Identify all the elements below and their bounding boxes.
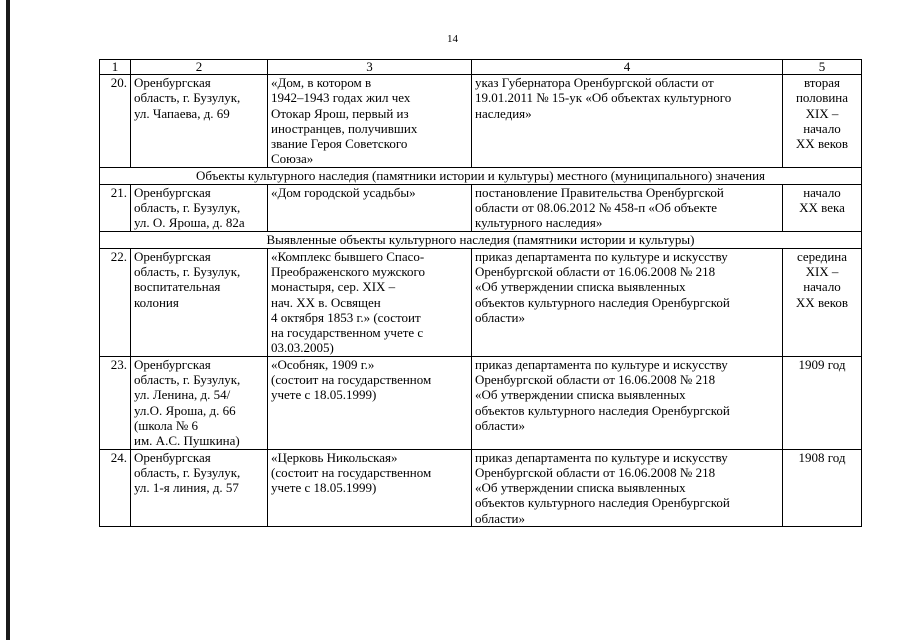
- table-row: [100, 75, 862, 168]
- object-name-cell: «Комплекс бывшего Спасо- Преображенского мужского монастыря, сер. XIX – нач. XX в. Освящен 4 октября 1853 г.» (состоит на государственном учете с 03.03.2005): [268, 248, 472, 356]
- column-number: 1: [100, 60, 131, 75]
- table-body: [100, 60, 862, 527]
- object-name-cell: «Дом городской усадьбы»: [268, 184, 472, 231]
- row-number: 22.: [100, 248, 131, 356]
- column-number-row: [100, 60, 862, 75]
- table-row: [100, 248, 862, 356]
- address-cell: Оренбургская область, г. Бузулук, воспитательная колония: [131, 248, 268, 356]
- period-cell: 1909 год: [783, 356, 862, 449]
- page-edge-bar: [6, 0, 10, 640]
- heritage-table: [99, 59, 862, 527]
- object-name-cell: «Церковь Никольская» (состоит на государственном учете с 18.05.1999): [268, 449, 472, 526]
- period-cell: начало XX века: [783, 184, 862, 231]
- table-row: [100, 356, 862, 449]
- address-cell: Оренбургская область, г. Бузулук, ул. О. Яроша, д. 82а: [131, 184, 268, 231]
- document-cell: постановление Правительства Оренбургской области от 08.06.2012 № 458-п «Об объекте культурного наследия»: [472, 184, 783, 231]
- address-cell: Оренбургская область, г. Бузулук, ул. 1-я линия, д. 57: [131, 449, 268, 526]
- column-number: 3: [268, 60, 472, 75]
- section-title: Выявленные объекты культурного наследия (памятники истории и культуры): [100, 231, 862, 248]
- row-number: 21.: [100, 184, 131, 231]
- column-number: 4: [472, 60, 783, 75]
- section-header-row: [100, 231, 862, 248]
- section-header-row: [100, 167, 862, 184]
- period-cell: вторая половина XIX – начало XX веков: [783, 75, 862, 168]
- column-number: 5: [783, 60, 862, 75]
- object-name-cell: «Особняк, 1909 г.» (состоит на государственном учете с 18.05.1999): [268, 356, 472, 449]
- period-cell: 1908 год: [783, 449, 862, 526]
- address-cell: Оренбургская область, г. Бузулук, ул. Ленина, д. 54/ ул.О. Яроша, д. 66 (школа № 6 им. А.С. Пушкина): [131, 356, 268, 449]
- table-row: [100, 449, 862, 526]
- section-title: Объекты культурного наследия (памятники истории и культуры) местного (муниципального) значения: [100, 167, 862, 184]
- object-name-cell: «Дом, в котором в 1942–1943 годах жил чех Отокар Ярош, первый из иностранцев, получивших звание Героя Советского Союза»: [268, 75, 472, 168]
- table-row: [100, 184, 862, 231]
- document-cell: указ Губернатора Оренбургской области от 19.01.2011 № 15-ук «Об объектах культурного наследия»: [472, 75, 783, 168]
- row-number: 23.: [100, 356, 131, 449]
- document-cell: приказ департамента по культуре и искусству Оренбургской области от 16.06.2008 № 218 «Об утверждении списка выявленных объектов культурного наследия Оренбургской области»: [472, 449, 783, 526]
- row-number: 20.: [100, 75, 131, 168]
- period-cell: середина XIX – начало XX веков: [783, 248, 862, 356]
- row-number: 24.: [100, 449, 131, 526]
- document-cell: приказ департамента по культуре и искусству Оренбургской области от 16.06.2008 № 218 «Об утверждении списка выявленных объектов культурного наследия Оренбургской области»: [472, 248, 783, 356]
- address-cell: Оренбургская область, г. Бузулук, ул. Чапаева, д. 69: [131, 75, 268, 168]
- page-number: 14: [447, 33, 458, 45]
- column-number: 2: [131, 60, 268, 75]
- document-cell: приказ департамента по культуре и искусству Оренбургской области от 16.06.2008 № 218 «Об утверждении списка выявленных объектов культурного наследия Оренбургской области»: [472, 356, 783, 449]
